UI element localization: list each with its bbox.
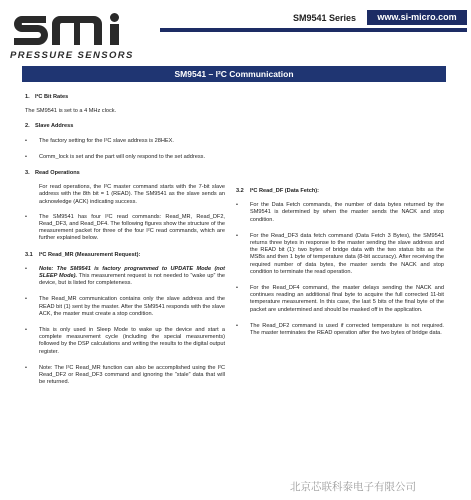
bullet-icon: • [236, 232, 238, 239]
list-item: • For the Read_DF4 command, the master delays sending the NACK and continues reading an additional final byte to acquire the full corrected 11-bit temperature measurement. In this case, the last 5 bits of the final byte of the packet are undetermined and should be masked off in the application. [236, 285, 444, 313]
bullet-icon: • [25, 137, 27, 144]
section-heading-read-operations: 3. Read Operations [25, 170, 80, 177]
bullet-icon: • [25, 364, 27, 371]
page-title-banner: SM9541 – I²C Communication [22, 66, 446, 82]
list-item: • Comm_lock is set and the part will only respond to the set address. [25, 153, 206, 160]
list-item: • Note: The I²C Read_MR function can also be accomplished using the I²C Read_DF2 or Read_DF3 command and ignoring the “stale” data that will be returned. [25, 364, 225, 386]
header-rule [160, 28, 467, 32]
section-heading-bit-rates: 1. I²C Bit Rates [25, 94, 69, 100]
website-link[interactable]: www.si-micro.com [367, 10, 467, 25]
list-item: • The factory setting for the I²C slave address is 28HEX. [25, 137, 174, 144]
list-item: • For the Read_DF3 data fetch command (Data Fetch 3 Bytes), the SM9541 returns three bytes in response to the master sending the slave address and the READ bit (1): two bytes of bridge data with the two status bits as the MSBs and then 1 byte of temperature data (8-bit accuracy). After receiving the required number of data bytes, the master sends the NACK and stop condition to terminate the read operation. [236, 232, 444, 275]
list-item: • For the Data Fetch commands, the number of data bytes returned by the SM9541 is determined by when the master sends the NACK and stop condition. [236, 202, 444, 223]
bullet-icon: • [236, 202, 238, 209]
bullet-icon: • [236, 322, 238, 329]
paragraph: For read operations, the I²C master command starts with the 7-bit slave address with the 8th bit = 1 (READ). The SM9541 as the slave sends an acknowledge (ACK) indicating success. [39, 184, 225, 205]
bullet-icon: • [25, 327, 27, 334]
list-item: • Note: The SM9541 is factory programmed to UPDATE Mode (not SLEEP Mode). This measurement request is not needed to “wake up” the device, but is listed for completeness. [25, 265, 225, 287]
section-heading-read-mr: 3.1 I²C Read_MR (Measurement Request): [25, 251, 141, 258]
left-column [25, 94, 225, 395]
company-logo [10, 12, 138, 64]
bullet-icon: • [25, 153, 27, 160]
paragraph: The SM9541 is set to a 4 MHz clock. [25, 108, 117, 115]
logo-subtitle: PRESSURE SENSORS [10, 50, 134, 61]
watermark: 北京芯联科泰电子有限公司 [290, 481, 416, 493]
list-item: • The Read_DF2 command is used if corrected temperature is not required. The master terminates the READ operation after the two bytes of bridge data. [236, 322, 444, 337]
bullet-icon: • [25, 265, 27, 272]
section-heading-read-df: 3.2 I²C Read_DF (Data Fetch): [236, 188, 319, 194]
bullet-icon: • [25, 213, 27, 220]
right-column [236, 188, 444, 346]
section-heading-slave-address: 2. Slave Address [25, 123, 74, 130]
list-item: • The SM9541 has four I²C read commands: Read_MR, Read_DF2, Read_DF3, and Read_DF4. The following figures show the structure of the measurement packet for three of the four I²C read commands, which are further explained below. [25, 213, 225, 242]
bullet-icon: • [236, 285, 238, 292]
bullet-icon: • [25, 296, 27, 303]
series-label: SM9541 Series [293, 13, 357, 23]
list-item: • This is only used in Sleep Mode to wake up the device and start a complete measurement cycle (including the special measurements) followed by the DSP calculations and writing the results to the digital output register. [25, 327, 225, 355]
list-item: • The Read_MR communication contains only the slave address and the READ bit (1) sent by the master. After the SM9541 responds with the slave ACK, the master must create a stop condition. [25, 296, 225, 317]
smi-logo-icon [10, 12, 138, 48]
